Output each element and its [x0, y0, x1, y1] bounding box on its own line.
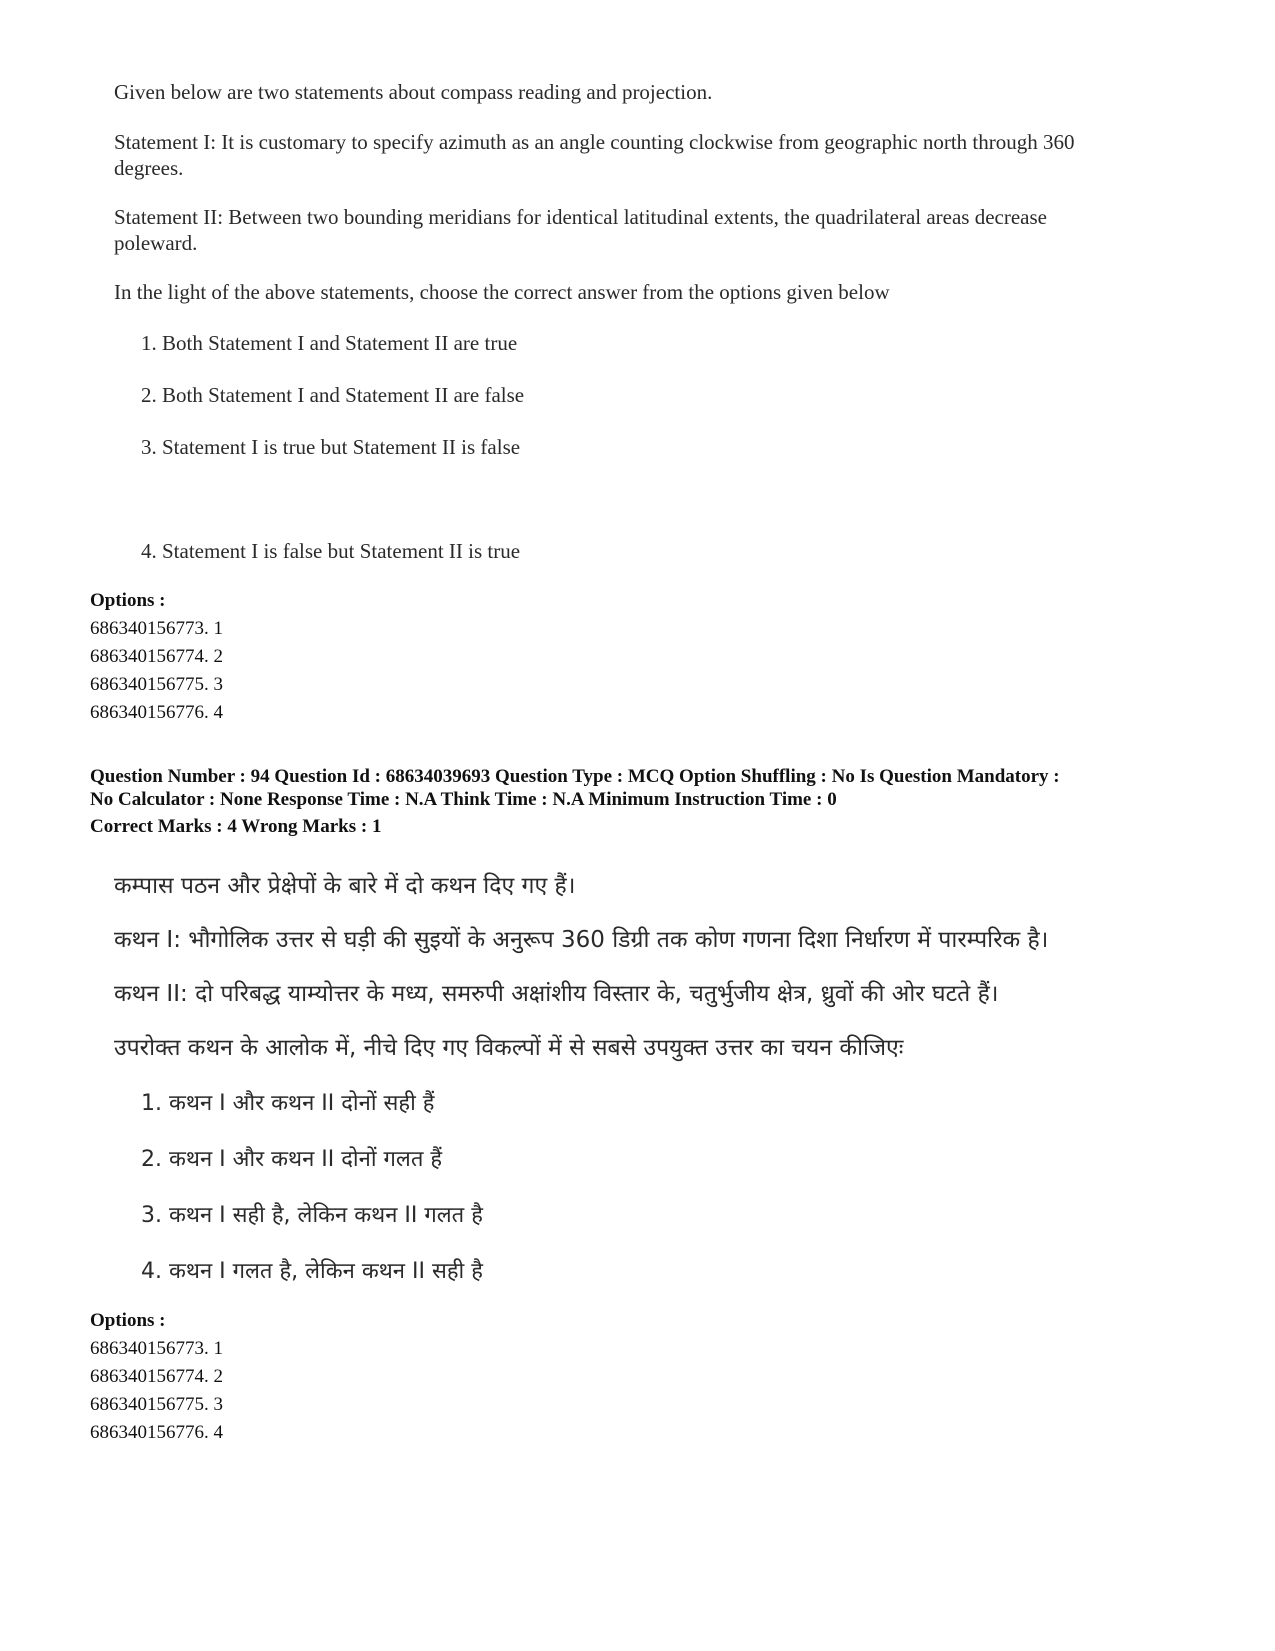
q94-instruction: उपरोक्त कथन के आलोक में, नीचे दिए गए विकल्पों में से सबसे उपयुक्त उत्तर का चयन कीजिएः	[114, 1035, 904, 1061]
q94-option-2: 686340156774. 2	[90, 1366, 223, 1387]
q93-options-label: Options :	[90, 590, 166, 611]
q94-intro: कम्पास पठन और प्रेक्षेपों के बारे में दो कथन दिए गए हैं।	[114, 873, 576, 899]
q93-choice-4: 4. Statement I is false but Statement II is true	[141, 539, 521, 563]
q93-intro: Given below are two statements about compass reading and projection.	[114, 80, 713, 104]
q93-statement-2: Statement II: Between two bounding meridians for identical latitudinal extents, the quadrilateral areas decrease poleward.	[114, 205, 1047, 255]
q94-choice-3: 3. कथन I सही है, लेकिन कथन II गलत है	[141, 1203, 483, 1228]
q94-option-4: 686340156776. 4	[90, 1422, 223, 1443]
q94-option-3: 686340156775. 3	[90, 1394, 223, 1415]
q93-option-2: 686340156774. 2	[90, 646, 223, 667]
q93-choice-1: 1. Both Statement I and Statement II are true	[141, 331, 518, 355]
q94-statement-1: कथन I: भौगोलिक उत्तर से घड़ी की सुइयों के अनुरूप 360 डिग्री तक कोण गणना दिशा निर्धारण में पारम्परिक है।	[114, 927, 1049, 953]
q94-choice-1: 1. कथन I और कथन II दोनों सही हैं	[141, 1091, 435, 1116]
q94-option-1: 686340156773. 1	[90, 1338, 223, 1359]
q94-marks: Correct Marks : 4 Wrong Marks : 1	[90, 816, 382, 837]
q93-option-4: 686340156776. 4	[90, 702, 223, 723]
q94-options-label: Options :	[90, 1310, 166, 1331]
q94-choice-2: 2. कथन I और कथन II दोनों गलत हैं	[141, 1147, 443, 1172]
q94-choice-4: 4. कथन I गलत है, लेकिन कथन II सही है	[141, 1259, 483, 1284]
q94-meta-line-2: No Calculator : None Response Time : N.A Think Time : N.A Minimum Instruction Time : 0	[90, 789, 837, 810]
q93-instruction: In the light of the above statements, choose the correct answer from the options given below	[114, 280, 890, 304]
q93-option-3: 686340156775. 3	[90, 674, 223, 695]
q93-choice-3: 3. Statement I is true but Statement II is false	[141, 435, 521, 459]
q94-statement-2: कथन II: दो परिबद्ध याम्योत्तर के मध्य, समरुपी अक्षांशीय विस्तार के, चतुर्भुजीय क्षेत्र, ध्रुवों की ओर घटते हैं।	[114, 981, 999, 1007]
q93-choice-2: 2. Both Statement I and Statement II are false	[141, 383, 525, 407]
q93-statement-1: Statement I: It is customary to specify azimuth as an angle counting clockwise from geographic north through 360 degrees.	[114, 130, 1075, 180]
q94-meta-line-1: Question Number : 94 Question Id : 68634039693 Question Type : MCQ Option Shuffling : No Is Question Mandatory :	[90, 766, 1060, 787]
q93-option-1: 686340156773. 1	[90, 618, 223, 639]
